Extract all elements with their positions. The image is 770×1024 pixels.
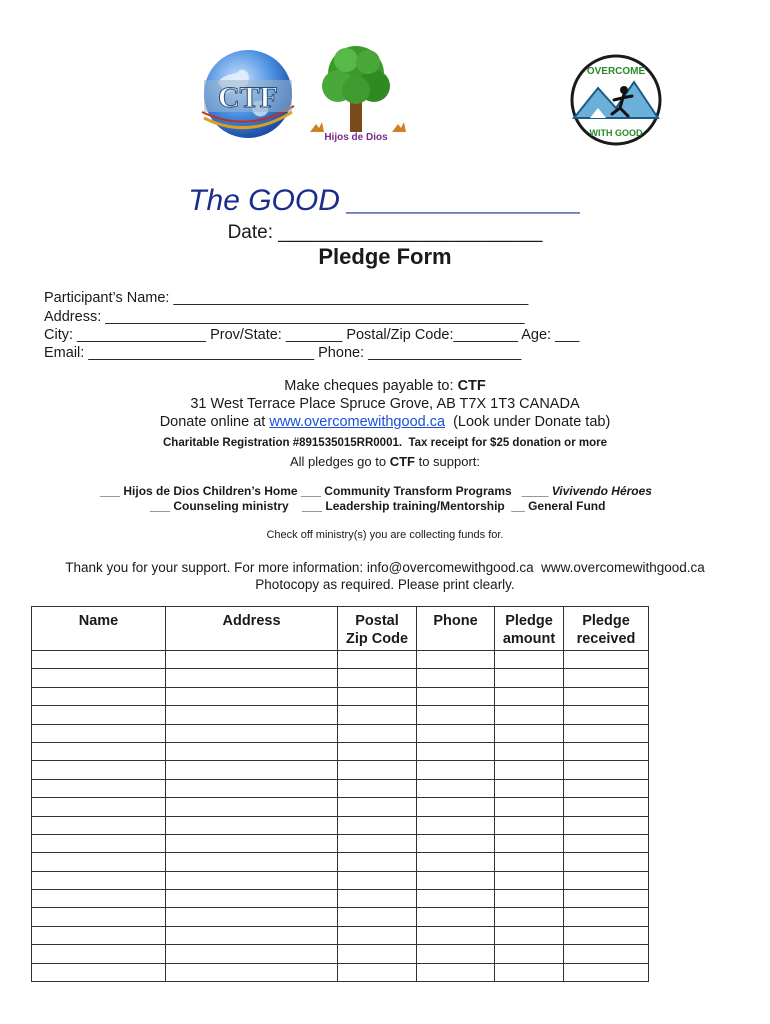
pledge-table	[31, 606, 649, 982]
ministry-options-line-2: ___ Counseling ministry ___ Leadership training/Mentorship __ General Fund	[150, 499, 606, 513]
page-title: The GOOD ______________	[188, 184, 582, 217]
cell-pledge-received[interactable]	[564, 963, 649, 981]
pledges-org: CTF	[389, 454, 415, 469]
cell-address[interactable]	[166, 706, 338, 724]
cell-pledge-amount[interactable]	[495, 706, 564, 724]
header-pledge-amount-label-2: amount	[502, 631, 556, 647]
cell-phone[interactable]	[417, 761, 495, 779]
cheques-payee: CTF	[457, 378, 486, 394]
cell-phone[interactable]	[417, 926, 495, 944]
cell-name[interactable]	[32, 742, 166, 760]
cell-postal[interactable]	[338, 945, 417, 963]
cell-name[interactable]	[32, 853, 166, 871]
cell-name[interactable]	[32, 706, 166, 724]
table-row	[32, 926, 649, 944]
cell-pledge-received[interactable]	[564, 853, 649, 871]
cell-pledge-received[interactable]	[564, 798, 649, 816]
donate-online-line	[0, 414, 770, 430]
cell-name[interactable]	[32, 871, 166, 889]
check-off-note: Check off ministry(s) you are collecting funds for.	[266, 529, 504, 541]
cell-pledge-received[interactable]	[564, 669, 649, 687]
cell-pledge-received[interactable]	[564, 890, 649, 908]
table-row	[32, 651, 649, 669]
cell-address[interactable]	[166, 669, 338, 687]
cell-pledge-amount[interactable]	[495, 724, 564, 742]
table-row	[32, 706, 649, 724]
cell-phone[interactable]	[417, 816, 495, 834]
cell-name[interactable]	[32, 761, 166, 779]
cell-postal[interactable]	[338, 816, 417, 834]
cell-pledge-received[interactable]	[564, 706, 649, 724]
thank-you-note: Thank you for your support. For more information: info@overcomewithgood.ca www.overcomewithgood.ca	[65, 560, 705, 575]
participant-address-field: Address: ____________________________________________________	[44, 309, 525, 325]
header-address-label: Address	[222, 613, 281, 629]
cell-pledge-amount[interactable]	[495, 871, 564, 889]
cell-pledge-received[interactable]	[564, 871, 649, 889]
cell-name[interactable]	[32, 834, 166, 852]
header-pledge-received-label-1: Pledge	[582, 613, 630, 629]
table-row	[32, 669, 649, 687]
cell-pledge-amount[interactable]	[495, 742, 564, 760]
cell-pledge-received[interactable]	[564, 926, 649, 944]
cell-phone[interactable]	[417, 724, 495, 742]
table-row	[32, 687, 649, 705]
cell-postal[interactable]	[338, 651, 417, 669]
cell-pledge-received[interactable]	[564, 742, 649, 760]
cell-pledge-amount[interactable]	[495, 779, 564, 797]
ministry-vivivendo: Vivivendo Héroes	[551, 484, 652, 498]
mailing-address: 31 West Terrace Place Spruce Grove, AB T7X 1T3 CANADA	[190, 396, 580, 412]
pledges-suffix: to support:	[414, 454, 481, 469]
form-title: Pledge Form	[318, 244, 452, 269]
header-pledge-received	[564, 607, 649, 651]
cell-postal[interactable]	[338, 742, 417, 760]
cell-pledge-received[interactable]	[564, 945, 649, 963]
cell-pledge-amount[interactable]	[495, 834, 564, 852]
cell-postal[interactable]	[338, 798, 417, 816]
cell-phone[interactable]	[417, 963, 495, 981]
pledge-table-body	[32, 651, 649, 982]
header-pledge-received-label-2: received	[576, 631, 636, 647]
header-phone	[417, 607, 495, 651]
table-row	[32, 853, 649, 871]
cell-pledge-received[interactable]	[564, 816, 649, 834]
cell-name[interactable]	[32, 908, 166, 926]
cell-phone[interactable]	[417, 908, 495, 926]
cell-phone[interactable]	[417, 742, 495, 760]
cell-address[interactable]	[166, 761, 338, 779]
table-row	[32, 908, 649, 926]
participant-city-field: City: ________________ Prov/State: _______ Postal/Zip Code:________ Age: ___	[44, 327, 580, 343]
cell-pledge-amount[interactable]	[495, 926, 564, 944]
ministry-options-line-1	[100, 484, 652, 498]
cell-postal[interactable]	[338, 890, 417, 908]
participant-email-field: Email: ____________________________ Phone: ___________________	[44, 345, 522, 361]
cell-phone[interactable]	[417, 798, 495, 816]
cell-name[interactable]	[32, 945, 166, 963]
cell-phone[interactable]	[417, 687, 495, 705]
cell-pledge-received[interactable]	[564, 834, 649, 852]
donate-link[interactable]: www.overcomewithgood.ca	[269, 414, 446, 430]
cell-address[interactable]	[166, 651, 338, 669]
table-row	[32, 834, 649, 852]
ctf-logo	[196, 42, 300, 146]
table-row	[32, 816, 649, 834]
cell-name[interactable]	[32, 651, 166, 669]
cell-postal[interactable]	[338, 871, 417, 889]
cell-phone[interactable]	[417, 871, 495, 889]
header-name	[32, 607, 166, 651]
cell-pledge-amount[interactable]	[495, 945, 564, 963]
table-row	[32, 724, 649, 742]
cell-address[interactable]	[166, 834, 338, 852]
cell-pledge-amount[interactable]	[495, 963, 564, 981]
cell-name[interactable]	[32, 798, 166, 816]
cell-pledge-amount[interactable]	[495, 798, 564, 816]
header-postal-label-1: Postal	[355, 613, 399, 629]
cell-address[interactable]	[166, 742, 338, 760]
cell-name[interactable]	[32, 687, 166, 705]
cell-name[interactable]	[32, 816, 166, 834]
cell-postal[interactable]	[338, 706, 417, 724]
hijos-de-dios-logo	[306, 40, 406, 148]
header-address	[166, 607, 338, 651]
cell-postal[interactable]	[338, 669, 417, 687]
cell-address[interactable]	[166, 687, 338, 705]
pledges-prefix: All pledges go to	[289, 454, 390, 469]
ctf-logo-text: CTF	[218, 81, 278, 114]
cell-name[interactable]	[32, 724, 166, 742]
cell-pledge-amount[interactable]	[495, 816, 564, 834]
cell-pledge-received[interactable]	[564, 687, 649, 705]
cell-name[interactable]	[32, 779, 166, 797]
cell-name[interactable]	[32, 963, 166, 981]
table-row	[32, 945, 649, 963]
cell-address[interactable]	[166, 798, 338, 816]
table-row	[32, 779, 649, 797]
cell-phone[interactable]	[417, 779, 495, 797]
cell-address[interactable]	[166, 853, 338, 871]
cell-address[interactable]	[166, 963, 338, 981]
cell-phone[interactable]	[417, 945, 495, 963]
owg-logo-top-text: OVERCOME	[586, 66, 646, 77]
header-postal-label-2: Zip Code	[345, 631, 409, 647]
cell-pledge-amount[interactable]	[495, 687, 564, 705]
table-row	[32, 871, 649, 889]
participant-name-field: Participant’s Name: ____________________________________________	[44, 290, 529, 306]
cell-pledge-amount[interactable]	[495, 890, 564, 908]
cell-postal[interactable]	[338, 908, 417, 926]
header-postal	[338, 607, 417, 651]
cell-postal[interactable]	[338, 761, 417, 779]
cell-pledge-received[interactable]	[564, 908, 649, 926]
charitable-registration: Charitable Registration #891535015RR0001. Tax receipt for $25 donation or more	[163, 437, 607, 449]
cell-address[interactable]	[166, 724, 338, 742]
cell-name[interactable]	[32, 669, 166, 687]
cell-name[interactable]	[32, 890, 166, 908]
cell-postal[interactable]	[338, 834, 417, 852]
cell-postal[interactable]	[338, 963, 417, 981]
donate-suffix: (Look under Donate tab)	[445, 414, 611, 430]
cell-address[interactable]	[166, 908, 338, 926]
table-row	[32, 963, 649, 981]
cell-pledge-received[interactable]	[564, 779, 649, 797]
cell-pledge-received[interactable]	[564, 724, 649, 742]
cell-address[interactable]	[166, 871, 338, 889]
owg-logo-bottom-text: WITH GOOD	[589, 128, 643, 138]
cell-pledge-amount[interactable]	[495, 651, 564, 669]
date-field: Date: _________________________	[227, 222, 543, 243]
cheques-payable-line	[0, 378, 770, 394]
cell-pledge-amount[interactable]	[495, 761, 564, 779]
cell-pledge-amount[interactable]	[495, 908, 564, 926]
pledge-table-header	[32, 607, 649, 651]
cell-postal[interactable]	[338, 724, 417, 742]
donate-prefix: Donate online at	[159, 414, 270, 430]
cell-phone[interactable]	[417, 651, 495, 669]
cell-phone[interactable]	[417, 834, 495, 852]
table-row	[32, 798, 649, 816]
ministry-line-1-text: ___ Hijos de Dios Children’s Home ___ Community Transform Programs ____	[100, 484, 552, 498]
cell-pledge-received[interactable]	[564, 761, 649, 779]
overcome-with-good-logo	[560, 52, 672, 148]
cell-postal[interactable]	[338, 687, 417, 705]
cell-postal[interactable]	[338, 853, 417, 871]
cell-pledge-amount[interactable]	[495, 669, 564, 687]
pledges-support-line	[0, 454, 770, 469]
cell-phone[interactable]	[417, 706, 495, 724]
header-name-label: Name	[78, 613, 119, 629]
cell-phone[interactable]	[417, 890, 495, 908]
header-pledge-amount	[495, 607, 564, 651]
cheques-prefix: Make cheques payable to:	[284, 378, 458, 394]
cell-address[interactable]	[166, 926, 338, 944]
cell-postal[interactable]	[338, 926, 417, 944]
photocopy-note: Photocopy as required. Please print clearly.	[255, 577, 515, 592]
cell-address[interactable]	[166, 945, 338, 963]
table-row	[32, 761, 649, 779]
cell-address[interactable]	[166, 779, 338, 797]
table-row	[32, 742, 649, 760]
header-phone-label: Phone	[433, 613, 478, 629]
table-row	[32, 890, 649, 908]
cell-phone[interactable]	[417, 669, 495, 687]
cell-pledge-received[interactable]	[564, 651, 649, 669]
cell-phone[interactable]	[417, 853, 495, 871]
header-pledge-amount-label-1: Pledge	[505, 613, 553, 629]
cell-name[interactable]	[32, 926, 166, 944]
cell-postal[interactable]	[338, 779, 417, 797]
cell-pledge-amount[interactable]	[495, 853, 564, 871]
cell-address[interactable]	[166, 816, 338, 834]
cell-address[interactable]	[166, 890, 338, 908]
hijos-logo-text: Hijos de Dios	[324, 132, 388, 143]
